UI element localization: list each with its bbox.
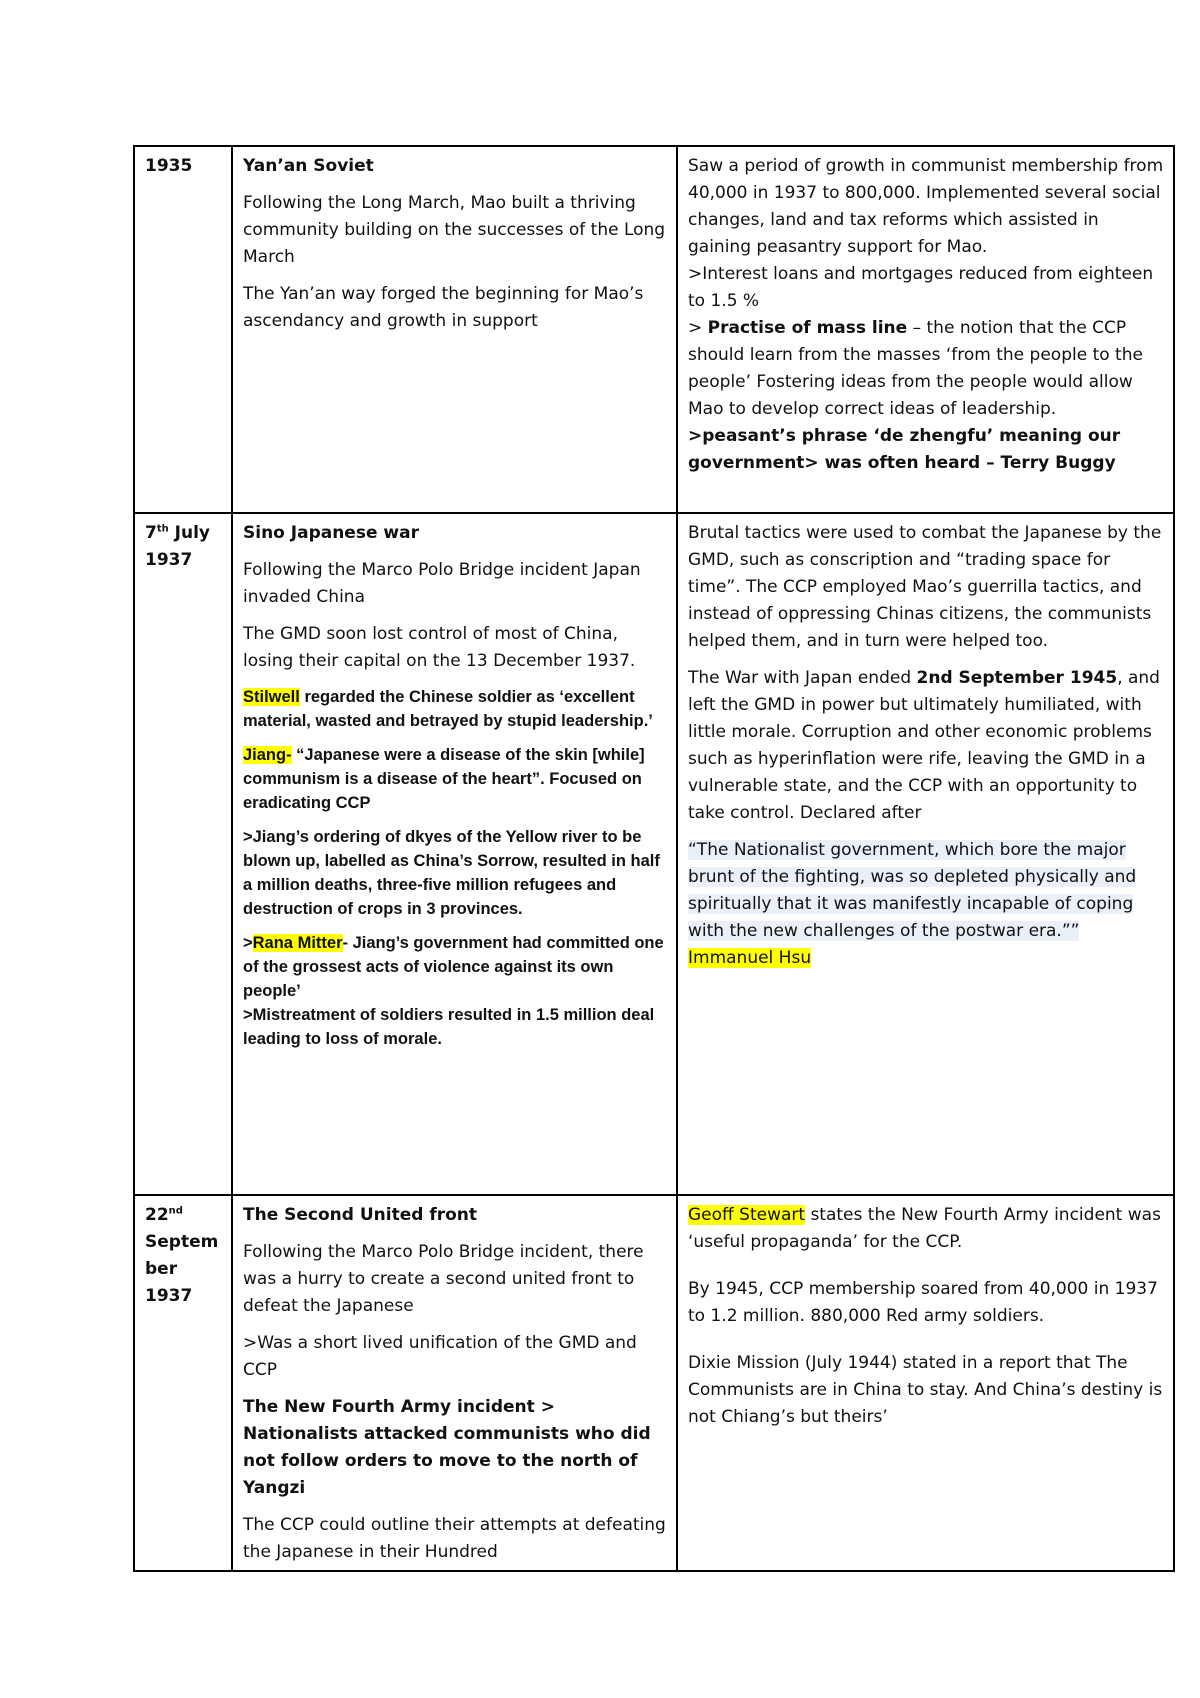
row-date: 1935 bbox=[145, 156, 193, 176]
quote-text: regarded the Chinese soldier as ‘excellent material, wasted and betrayed by stupid leadership.’ bbox=[243, 688, 653, 730]
table-row bbox=[134, 146, 1174, 513]
date-cell bbox=[134, 1195, 232, 1571]
highlighted-name: Geoff Stewart bbox=[688, 1205, 806, 1225]
notes-paragraph: Saw a period of growth in communist membership from 40,000 in 1937 to 800,000. Implemented several social changes, land and tax reforms which assisted in gaining peasantry support for Mao. bbox=[688, 156, 1164, 257]
event-paragraph: >Was a short lived unification of the GMD and CCP bbox=[243, 1333, 637, 1380]
bullet-prefix: > bbox=[243, 934, 253, 952]
date-number: 22 bbox=[145, 1205, 169, 1225]
notes-paragraph: >Interest loans and mortgages reduced from eighteen to 1.5 % bbox=[688, 264, 1154, 311]
bold-date: 2nd September 1945 bbox=[916, 668, 1118, 688]
event-paragraph: The GMD soon lost control of most of China, losing their capital on the 13 December 1937. bbox=[243, 624, 636, 671]
date-cell bbox=[134, 513, 232, 1195]
notes-paragraph bbox=[688, 665, 1165, 827]
highlighted-name: Immanuel Hsu bbox=[688, 948, 812, 968]
notes-paragraph: Brutal tactics were used to combat the Japanese by the GMD, such as conscription and “trading space for time”. The CCP employed Mao’s guerrilla tactics, and instead of oppressing Chinas citizens, the communists helped them, and in turn were helped too. bbox=[688, 523, 1162, 651]
event-title: Sino Japanese war bbox=[243, 523, 419, 543]
notes-paragraph bbox=[688, 1202, 1165, 1256]
highlighted-name: Rana Mitter bbox=[252, 934, 343, 952]
date-cell bbox=[134, 146, 232, 513]
notes-paragraph bbox=[688, 315, 1165, 423]
jiang-quote bbox=[243, 743, 668, 815]
table-row bbox=[134, 513, 1174, 1195]
event-paragraph: The Yan’an way forged the beginning for Mao’s ascendancy and growth in support bbox=[243, 284, 644, 331]
quote-text: - Jiang’s government had committed one of the grossest acts of violence against its own people’ bbox=[243, 934, 664, 1000]
quote-text: “Japanese were a disease of the skin [while] communism is a disease of the heart”. Focused on eradicating CCP bbox=[243, 746, 645, 812]
event-title: Yan’an Soviet bbox=[243, 156, 374, 176]
date-suffix: nd bbox=[168, 1205, 183, 1217]
hsu-quote bbox=[688, 837, 1165, 972]
row-date bbox=[145, 520, 223, 574]
notes-cell bbox=[677, 146, 1174, 513]
date-number: 7 bbox=[145, 523, 157, 543]
highlighted-name: Stilwell bbox=[243, 688, 300, 706]
row-date bbox=[145, 1202, 223, 1310]
event-paragraph: The CCP could outline their attempts at defeating the Japanese in their Hundred bbox=[243, 1515, 666, 1562]
event-cell bbox=[232, 513, 677, 1195]
event-cell bbox=[232, 1195, 677, 1571]
date-text: July 1937 bbox=[145, 523, 211, 570]
date-text: Septem ber 1937 bbox=[145, 1232, 219, 1306]
event-paragraph: Following the Marco Polo Bridge incident, there was a hurry to create a second united front to defeat the Japanese bbox=[243, 1242, 644, 1316]
event-title: The Second United front bbox=[243, 1205, 478, 1225]
highlighted-name: Jiang- bbox=[243, 746, 292, 764]
bullet-prefix: > bbox=[688, 318, 708, 338]
mitter-quote bbox=[243, 931, 668, 1003]
date-suffix: th bbox=[156, 523, 169, 535]
notes-paragraph: By 1945, CCP membership soared from 40,000 in 1937 to 1.2 million. 880,000 Red army soldiers. bbox=[688, 1279, 1158, 1326]
notes-text: – the notion that the CCP should learn from the masses ‘from the people to the people’ Fostering ideas from the people would allow Mao to develop correct ideas of leadership. bbox=[688, 318, 1143, 419]
event-paragraph: Following the Marco Polo Bridge incident Japan invaded China bbox=[243, 560, 641, 607]
notes-cell bbox=[677, 513, 1174, 1195]
event-paragraph: The New Fourth Army incident > Nationalists attacked communists who did not follow orders to move to the north of Yangzi bbox=[243, 1397, 651, 1498]
stilwell-quote bbox=[243, 685, 668, 733]
table-row bbox=[134, 1195, 1174, 1571]
notes-text: states the New Fourth Army incident was ‘useful propaganda’ for the CCP. bbox=[688, 1205, 1161, 1252]
quote-text: “The Nationalist government, which bore the major brunt of the fighting, was so depleted physically and spiritually that it was manifestly incapable of coping with the new challenges of the postwar era.”” bbox=[688, 840, 1137, 941]
bold-term: Practise of mass line bbox=[707, 318, 908, 338]
event-cell bbox=[232, 146, 677, 513]
mistreatment-note: >Mistreatment of soldiers resulted in 1.5 million deal leading to loss of morale. bbox=[243, 1006, 655, 1048]
notes-paragraph: Dixie Mission (July 1944) stated in a report that The Communists are in China to stay. And China’s destiny is not Chiang’s but theirs’ bbox=[688, 1353, 1163, 1427]
notes-cell bbox=[677, 1195, 1174, 1571]
timeline-table bbox=[133, 145, 1175, 1572]
dykes-note: >Jiang’s ordering of dkyes of the Yellow river to be blown up, labelled as China’s Sorrow, resulted in half a million deaths, three-five million refugees and destruction of crops in 3 provinces. bbox=[243, 828, 660, 918]
notes-text: The War with Japan ended bbox=[688, 668, 917, 688]
notes-paragraph: >peasant’s phrase ‘de zhengfu’ meaning our government> was often heard – Terry Buggy bbox=[688, 426, 1121, 473]
event-paragraph: Following the Long March, Mao built a thriving community building on the successes of the Long March bbox=[243, 193, 666, 267]
notes-text: , and left the GMD in power but ultimately humiliated, with little morale. Corruption and other economic problems such as hyperinflation were rife, leaving the GMD in a vulnerable state, and the CCP with an opportunity to take control. Declared after bbox=[688, 668, 1160, 823]
